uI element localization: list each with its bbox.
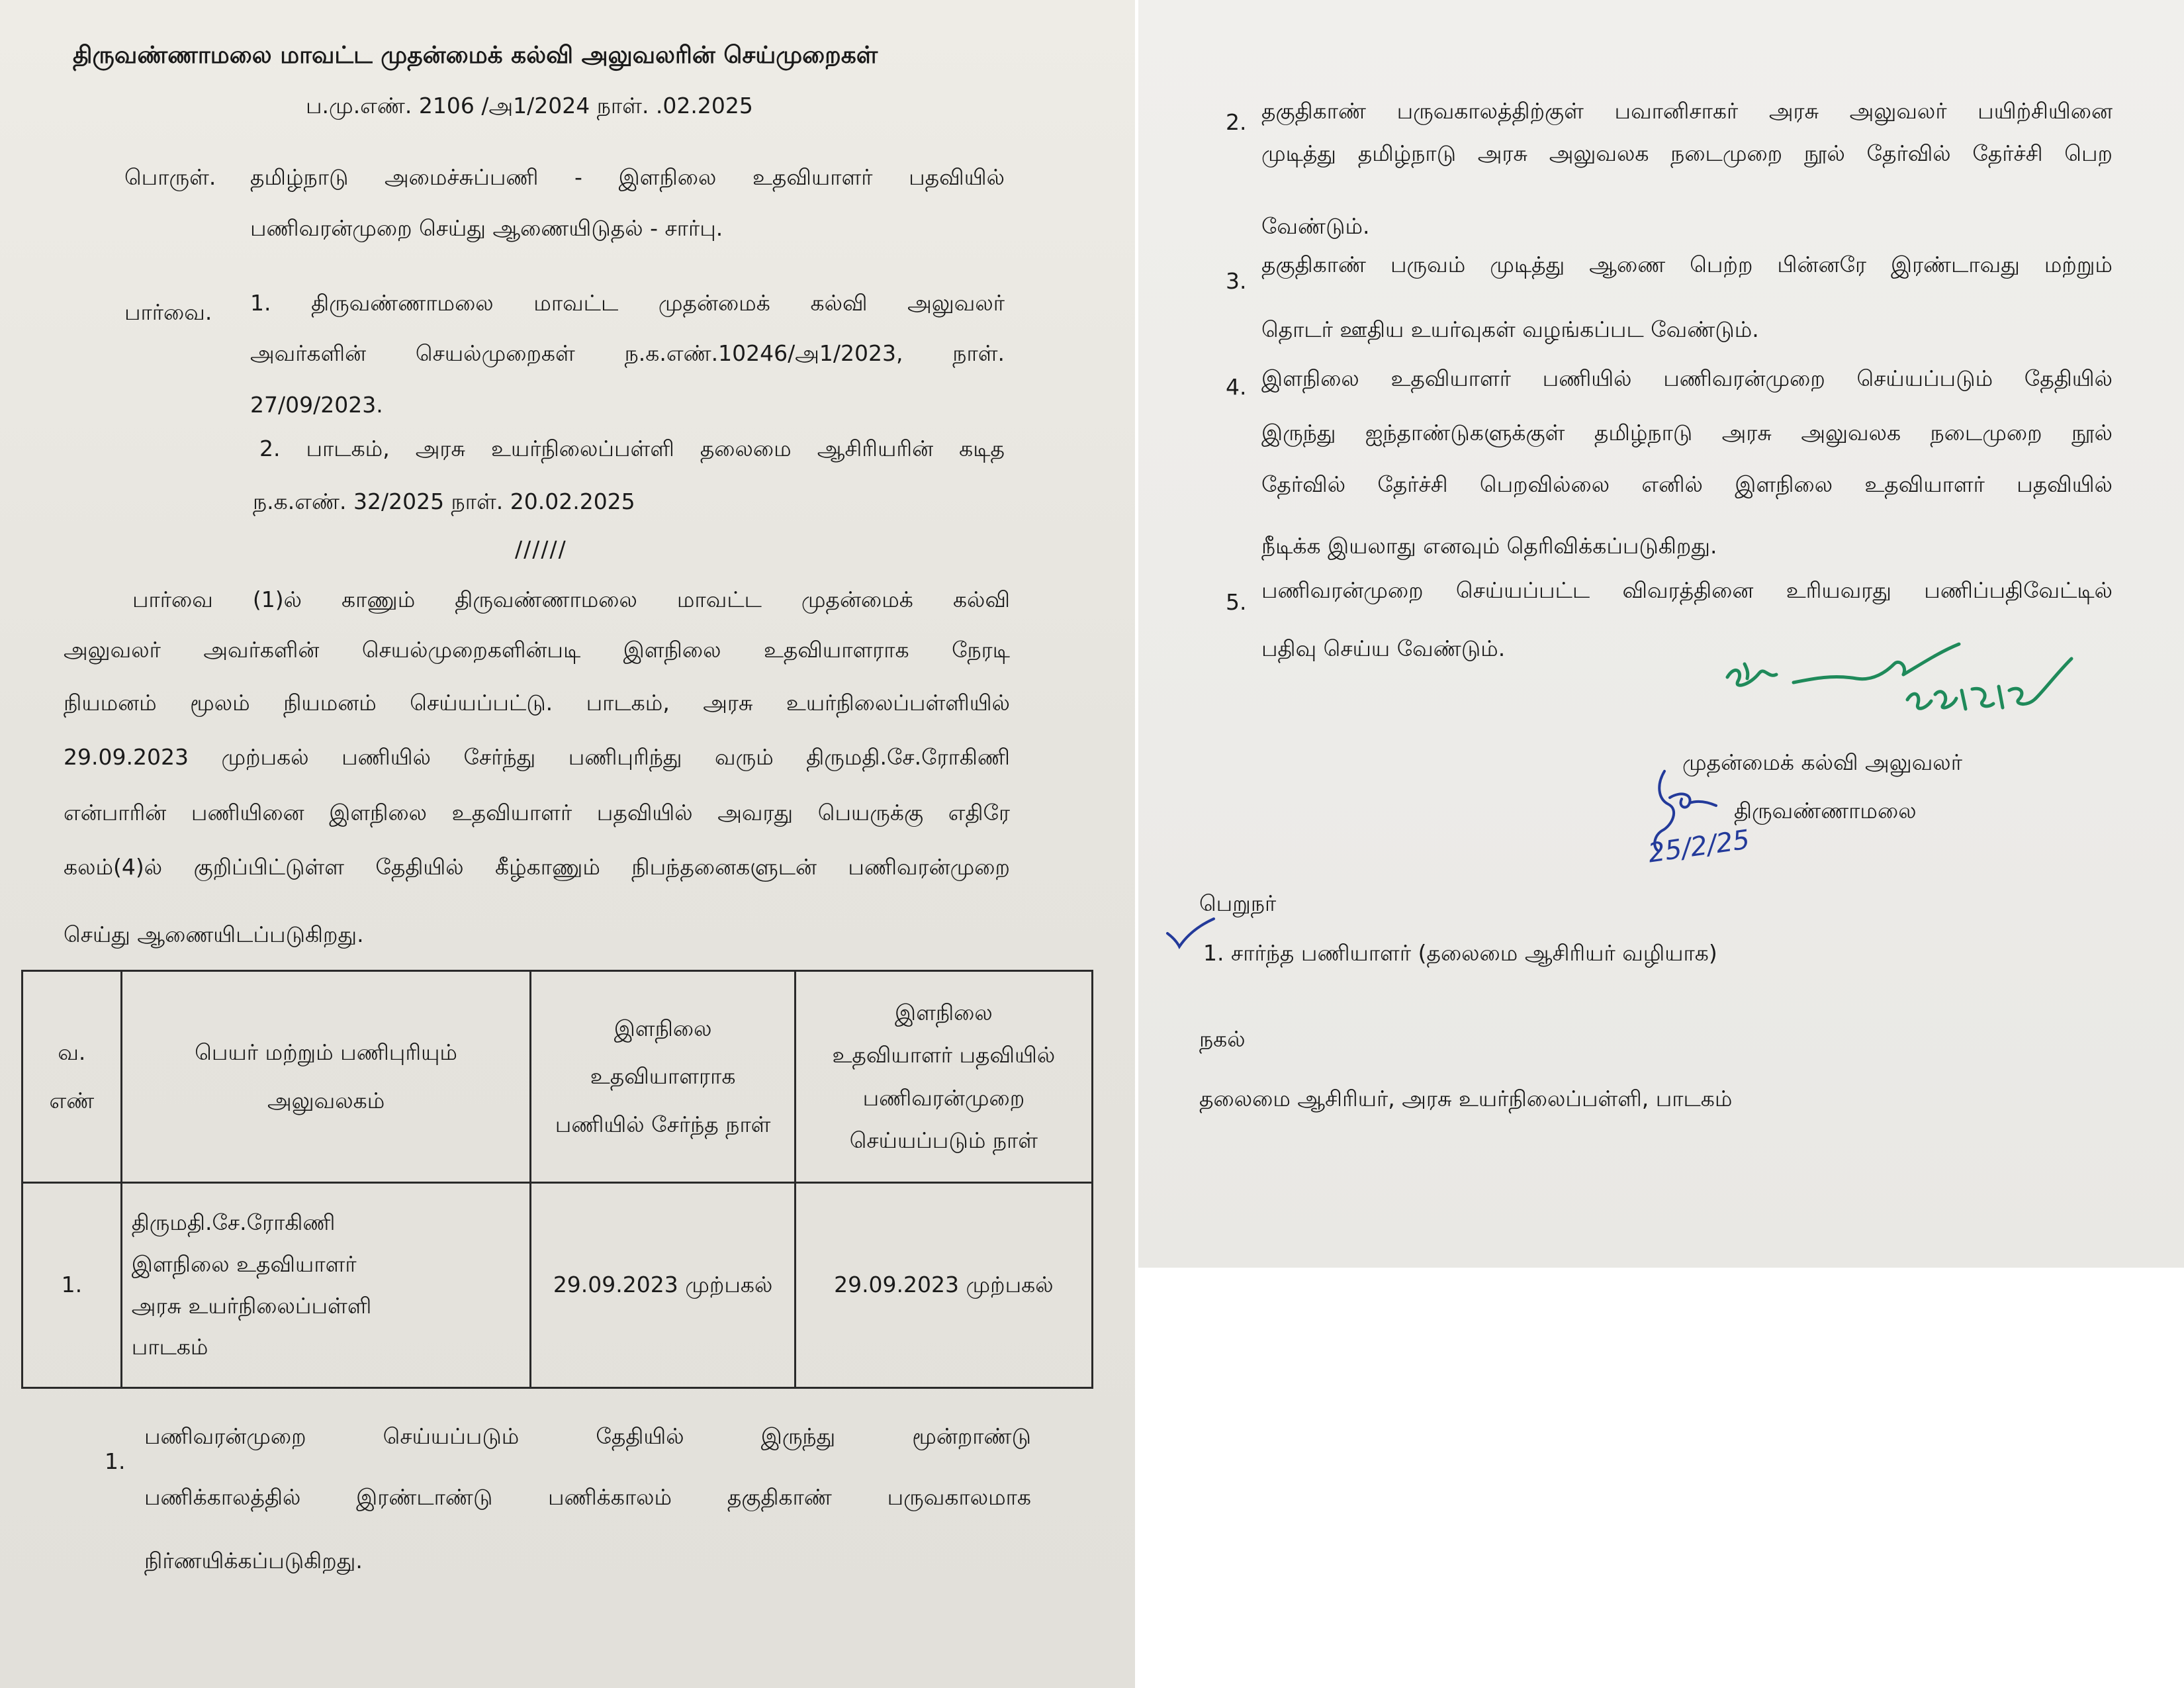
condition-number: 3. xyxy=(1226,268,1247,294)
table-header-cell: இளநிலை உதவியாளராக பணியில் சேர்ந்த நாள் xyxy=(531,971,795,1183)
green-signature xyxy=(1721,626,2078,741)
regularization-table xyxy=(21,970,1093,1389)
condition-line: தகுதிகாண் பருவம் முடித்து ஆணை பெற்ற பின்னரே இரண்டாவது மற்றும் xyxy=(1261,252,2113,277)
reference-line: 2. பாடகம், அரசு உயர்நிலைப்பள்ளி தலைமை ஆசிரியரின் கடித xyxy=(259,436,1005,461)
copy-to-line: தலைமை ஆசிரியர், அரசு உயர்நிலைப்பள்ளி, பாடகம் xyxy=(1199,1086,1733,1111)
table-header-cell: வ. எண் xyxy=(23,971,122,1183)
condition-line: முடித்து தமிழ்நாடு அரசு அலுவலக நடைமுறை நூல் தேர்வில் தேர்ச்சி பெற xyxy=(1261,140,2113,166)
recipient-line: 1. சார்ந்த பணியாளர் (தலைமை ஆசிரியர் வழியாக) xyxy=(1203,940,1717,966)
condition-number: 5. xyxy=(1226,589,1247,615)
condition-line: வேண்டும். xyxy=(1261,213,1370,239)
reference-line: ந.க.எண். 32/2025 நாள். 20.02.2025 xyxy=(253,489,635,514)
subject-line: பணிவரன்முறை செய்து ஆணையிடுதல் - சார்பு. xyxy=(250,215,723,241)
condition-line: இளநிலை உதவியாளர் பணியில் பணிவரன்முறை செய்யப்படும் தேதியில் xyxy=(1261,365,2113,391)
condition-line: பணிக்காலத்தில் இரண்டாண்டு பணிக்காலம் தகுதிகாண் பருவகாலமாக xyxy=(144,1484,1031,1510)
condition-line: பணிவரன்முறை செய்யப்படும் தேதியில் இருந்து மூன்றாண்டு xyxy=(144,1423,1031,1449)
table-row xyxy=(23,1183,1093,1388)
condition-line: தொடர் ஊதிய உயர்வுகள் வழங்கப்பட வேண்டும். xyxy=(1261,316,1759,342)
reference-line: அவர்களின் செயல்முறைகள் ந.க.எண்.10246/அ1/2023, நாள். xyxy=(250,340,1005,366)
body-line: அலுவலர் அவர்களின் செயல்முறைகளின்படி இளநிலை உதவியாளராக நேரடி xyxy=(64,637,1010,663)
condition-number: 4. xyxy=(1226,374,1247,400)
body-line: நியமனம் மூலம் நியமனம் செய்யப்பட்டு. பாடகம், அரசு உயர்நிலைப்பள்ளியில் xyxy=(64,690,1010,716)
recipient-label: பெறுநர் xyxy=(1199,890,1277,916)
signatory-place: திருவண்ணாமலை xyxy=(1734,798,1917,823)
condition-line: தேர்வில் தேர்ச்சி பெறவில்லை எனில் இளநிலை உதவியாளர் பதவியில் xyxy=(1261,471,2113,497)
copy-label: நகல் xyxy=(1199,1026,1246,1052)
condition-line: இருந்து ஐந்தாண்டுகளுக்குள் தமிழ்நாடு அரசு அலுவலக நடைமுறை நூல் xyxy=(1261,420,2113,445)
employee-name-cell: திருமதி.சே.ரோகிணி இளநிலை உதவியாளர் அரசு உயர்நிலைப்பள்ளி பாடகம் xyxy=(121,1183,531,1388)
body-line: செய்து ஆணையிடப்படுகிறது. xyxy=(64,921,364,947)
separator: ////// xyxy=(515,536,567,562)
condition-line: தகுதிகாண் பருவகாலத்திற்குள் பவானிசாகர் அரசு அலுவலர் பயிற்சியினை xyxy=(1261,98,2113,124)
body-line: 29.09.2023 முற்பகல் பணியில் சேர்ந்து பணிபுரிந்து வரும் திருமதி.சே.ரோகிணி xyxy=(64,744,1010,770)
regularization-date-cell: 29.09.2023 முற்பகல் xyxy=(795,1183,1092,1388)
joining-date-cell: 29.09.2023 முற்பகல் xyxy=(531,1183,795,1388)
body-line: கலம்(4)ல் குறிப்பிட்டுள்ள தேதியில் கீழ்காணும் நிபந்தனைகளுடன் பணிவரன்முறை xyxy=(64,854,1010,880)
reference-label: பார்வை. xyxy=(124,299,212,325)
condition-number: 2. xyxy=(1226,109,1247,135)
serial-number-cell: 1. xyxy=(23,1183,122,1388)
reference-line: 27/09/2023. xyxy=(250,392,383,418)
table-header-cell: பெயர் மற்றும் பணிபுரியும் அலுவலகம் xyxy=(121,971,531,1183)
condition-line: பணிவரன்முறை செய்யப்பட்ட விவரத்தினை உரியவரது பணிப்பதிவேட்டில் xyxy=(1261,577,2113,603)
table-header-row xyxy=(23,971,1093,1183)
table-header-cell: இளநிலை உதவியாளர் பதவியில் பணிவரன்முறை செய்யப்படும் நாள் xyxy=(795,971,1092,1183)
condition-line: நீடிக்க இயலாது எனவும் தெரிவிக்கப்படுகிறது. xyxy=(1261,533,1717,559)
body-line: என்பாரின் பணியினை இளநிலை உதவியாளர் பதவியில் அவரது பெயருக்கு எதிரே xyxy=(64,800,1010,825)
right-page xyxy=(1138,0,2184,1268)
subject-line: தமிழ்நாடு அமைச்சுப்பணி - இளநிலை உதவியாளர் பதவியில் xyxy=(250,164,1005,190)
document-title: திருவண்ணாமலை மாவட்ட முதன்மைக் கல்வி அலுவலரின் செய்முறைகள் xyxy=(73,42,878,69)
body-line: பார்வை (1)ல் காணும் திருவண்ணாமலை மாவட்ட முதன்மைக் கல்வி xyxy=(132,586,1010,612)
subject-label: பொருள். xyxy=(124,164,216,190)
condition-line: பதிவு செய்ய வேண்டும். xyxy=(1261,635,1506,661)
handwritten-date: 25/2/25 xyxy=(1646,824,1752,869)
reference-number: ப.மு.எண். 2106 /அ1/2024 நாள். .02.2025 xyxy=(306,93,753,118)
signatory-title: முதன்மைக் கல்வி அலுவலர் xyxy=(1682,749,1962,775)
condition-number: 1. xyxy=(105,1448,126,1474)
condition-line: நிர்ணயிக்கப்படுகிறது. xyxy=(144,1548,363,1573)
reference-line: 1. திருவண்ணாமலை மாவட்ட முதன்மைக் கல்வி அலுவலர் xyxy=(250,290,1005,316)
